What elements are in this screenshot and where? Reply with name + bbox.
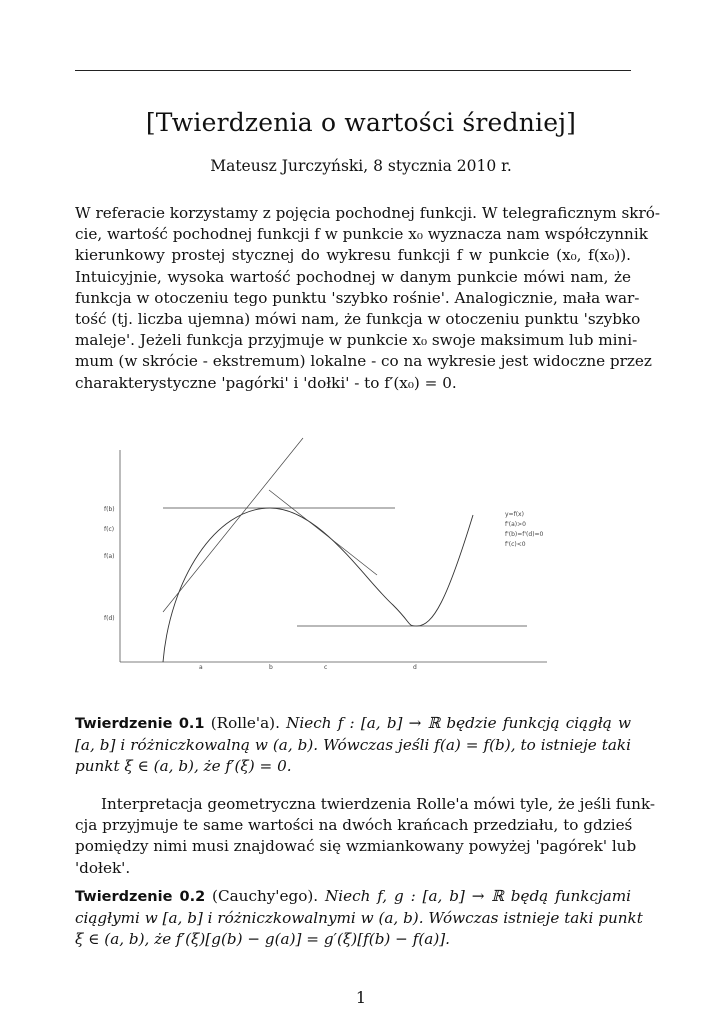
- interpretation-paragraph: [75, 794, 656, 879]
- theorem-cauchy: [75, 886, 643, 951]
- legend-item: f'(c)<0: [505, 541, 526, 548]
- text-line: maleje'. Jeżeli funkcja przyjmuje w punkcie x₀ swoje maksimum lub mini-: [75, 331, 638, 350]
- theorem-label: Twierdzenie 0.2: [75, 889, 206, 905]
- x-label-b: b: [269, 664, 273, 671]
- text-line: punkt ξ ∈ (a, b), że f′(ξ) = 0.: [75, 757, 292, 776]
- text-line: W referacie korzystamy z pojęcia pochodnej funkcji. W telegraficznym skró-: [75, 204, 660, 222]
- derivative-figure: [95, 430, 560, 680]
- text-line: [75, 713, 631, 735]
- text-line: tość (tj. liczba ujemna) mówi nam, że funkcja w otoczeniu punktu 'szybko: [75, 310, 641, 329]
- text-line: Intuicyjnie, wysoka wartość pochodnej w danym punkcie mówi nam, że: [75, 267, 631, 286]
- legend-item: f'(b)=f'(d)=0: [505, 531, 544, 538]
- x-label-a: a: [199, 664, 203, 671]
- text-line: Interpretacja geometryczna twierdzenia Rolle'a mówi tyle, że jeśli funk-: [101, 795, 656, 813]
- text-line: ciągłymi w [a, b] i różniczkowalnymi w (a, b). Wówczas istnieje taki punkt: [75, 909, 643, 928]
- y-label-fd: f(d): [104, 615, 115, 622]
- theorem-text: Niech f : [a, b] → ℝ będzie funkcją ciągłą w: [286, 714, 631, 732]
- text-line: funkcja w otoczeniu tego punktu 'szybko rośnie'. Analogicznie, mała war-: [75, 288, 640, 307]
- text-line: [a, b] i różniczkowalną w (a, b). Wówczas jeśli f(a) = f(b), to istnieje taki: [75, 736, 631, 755]
- theorem-name: (Rolle'a).: [204, 714, 287, 732]
- theorem-rolle: [75, 713, 631, 778]
- y-label-fa: f(a): [104, 553, 115, 560]
- page-number: 1: [355, 988, 367, 1007]
- top-rule: [75, 70, 631, 71]
- text-line: charakterystyczne 'pagórki' i 'dołki' - to f′(x₀) = 0.: [75, 373, 457, 392]
- tangent-at-a: [163, 438, 303, 612]
- x-label-d: d: [413, 664, 417, 671]
- legend-item: f'(a)>0: [505, 521, 526, 528]
- legend-item: y=f(x): [505, 511, 524, 518]
- theorem-name: (Cauchy'ego).: [205, 887, 325, 905]
- text-line: cja przyjmuje te same wartości na dwóch krańcach przedziału, to gdzieś: [75, 816, 633, 835]
- text-line: cie, wartość pochodnej funkcji f w punkcie x₀ wyznacza nam współczynnik: [75, 225, 648, 244]
- document-title: [Twierdzenia o wartości średniej]: [145, 108, 577, 137]
- text-line: mum (w skrócie - ekstremum) lokalne - co na wykresie jest widoczne przez: [75, 352, 652, 371]
- theorem-label: Twierdzenie 0.1: [75, 716, 205, 732]
- theorem-text: Niech f, g : [a, b] → ℝ będą funkcjami: [324, 887, 632, 905]
- tangent-at-c: [269, 490, 377, 575]
- intro-paragraph: [75, 203, 660, 394]
- function-curve: [163, 508, 473, 662]
- text-line: 'dołek'.: [75, 858, 131, 877]
- text-line: [75, 886, 631, 908]
- author-line: Mateusz Jurczyński, 8 stycznia 2010 r.: [210, 157, 512, 175]
- text-line: kierunkowy prostej stycznej do wykresu funkcji f w punkcie (x₀, f(x₀)).: [75, 246, 631, 265]
- y-label-fc: f(c): [104, 526, 115, 533]
- text-line: ξ ∈ (a, b), że f′(ξ)[g(b) − g(a)] = g′(ξ)[f(b) − f(a)].: [75, 930, 451, 949]
- y-label-fb: f(b): [104, 506, 115, 513]
- x-label-c: c: [324, 664, 328, 671]
- text-line: pomiędzy nimi musi znajdować się wzmiankowany powyżej 'pagórek' lub: [75, 837, 637, 856]
